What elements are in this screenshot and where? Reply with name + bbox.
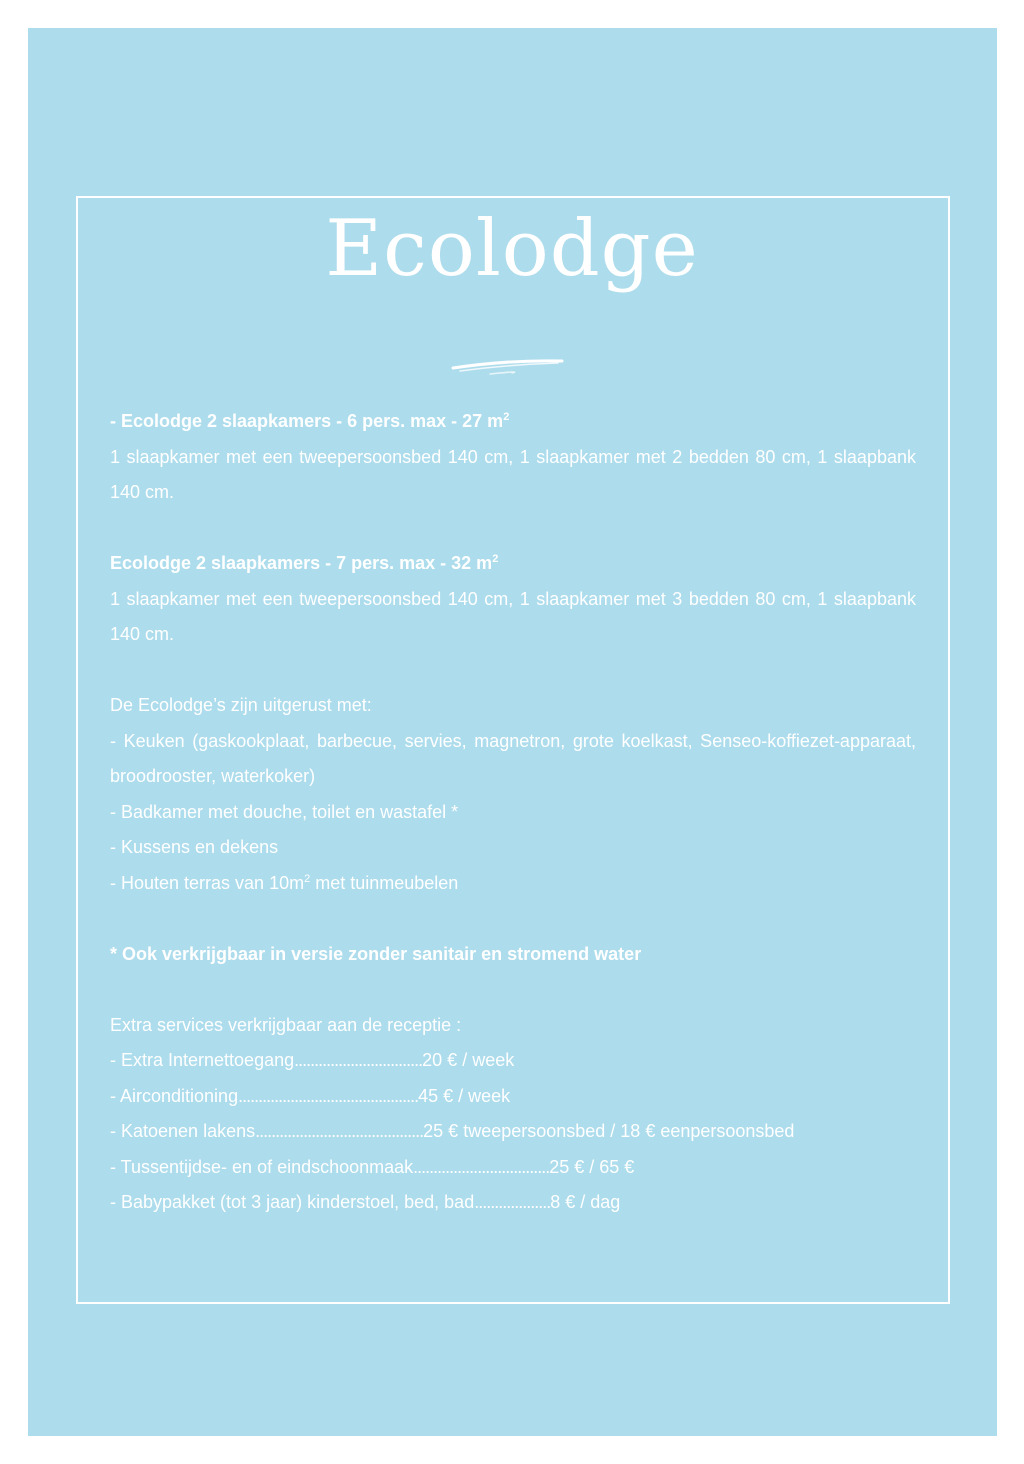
sanitary-note: * Ook verkrijgbaar in versie zonder sanitair en stromend water (110, 943, 642, 964)
brush-stroke-swash-icon (450, 354, 566, 378)
content-body (110, 404, 916, 1221)
equipment-terrace: - Houten terras van $10m^2$ met tuinmeubelen (110, 872, 459, 893)
page-title: Ecolodge (325, 204, 699, 294)
extra-service-item: - Tussentijdse- en of eindschoonmaak..................................25 € / 65 € (110, 1156, 635, 1177)
extra-service-item: - Babypakket (tot 3 jaar) kinderstoel, bed, bad...................8 € / dag (110, 1192, 621, 1212)
equipment-bathroom: - Badkamer met douche, toilet en wastafel * (110, 801, 459, 822)
extras-intro: Extra services verkrijgbaar aan de receptie : (110, 1014, 462, 1035)
extra-service-item: - Extra Internettoegang................................20 € / week (110, 1050, 515, 1070)
extra-service-item: - Airconditioning.............................................45 € / week (110, 1085, 511, 1106)
unit-description-2: 1 slaapkamer met een tweepersoonsbed 140 cm, 1 slaapkamer met 3 bedden 80 cm, 1 slaapbank 140 cm. (110, 588, 916, 644)
extra-service-item: - Katoenen lakens..........................................25 € tweepersoonsbed / 18 € eenpersoonsbed (110, 1121, 795, 1141)
unit-heading-1: - Ecolodge 2 slaapkamers - 6 pers. max - 27 $m^2$ (110, 411, 510, 431)
equipment-intro: De Ecolodge’s zijn uitgerust met: (110, 695, 372, 715)
equipment-bedding: - Kussens en dekens (110, 837, 279, 857)
equipment-kitchen: - Keuken (gaskookplaat, barbecue, servies, magnetron, grote koelkast, Senseo-koffiezet-apparaat, broodrooster, waterkoker) (110, 730, 916, 786)
unit-heading-2: Ecolodge 2 slaapkamers - 7 pers. max - 32 $m^2$ (110, 553, 499, 573)
unit-description-1: 1 slaapkamer met een tweepersoonsbed 140 cm, 1 slaapkamer met 2 bedden 80 cm, 1 slaapbank 140 cm. (110, 446, 916, 502)
